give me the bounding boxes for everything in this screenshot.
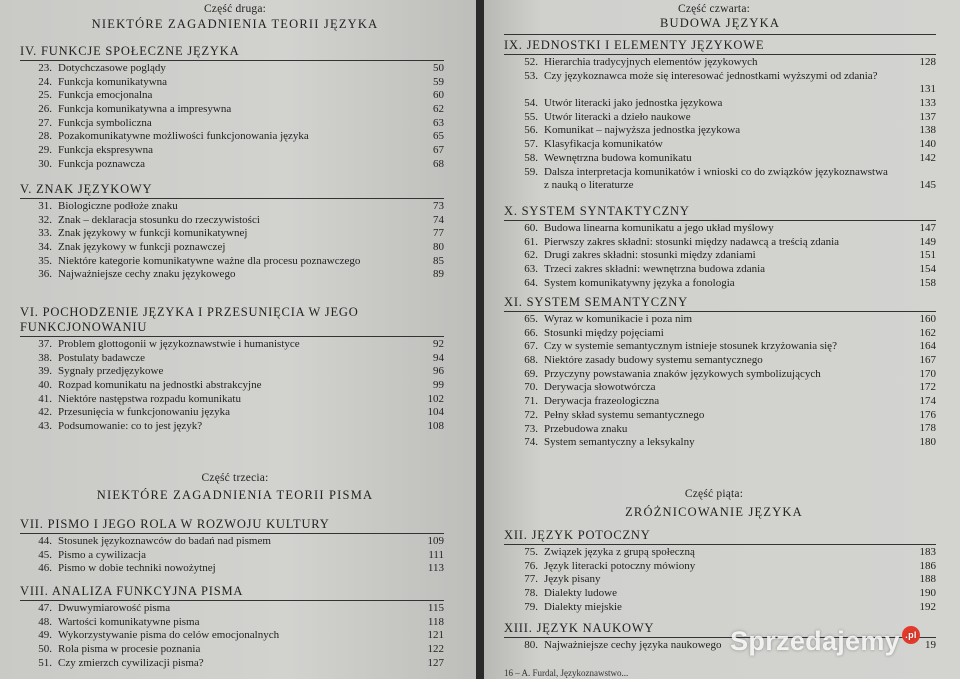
toc-entry [514,340,936,354]
toc-entry-number: 41. [38,392,52,405]
toc-entry-number: 59. [524,165,538,178]
toc-entry-title: Funkcja komunikatywna [58,75,168,88]
toc-entry-title: Czy w systemie semantycznym istnieje stosunek krzyżowania się? [544,340,837,353]
toc-entry-number: 36. [38,268,52,281]
toc-entry [514,313,936,327]
toc-entry-number: 77. [524,573,538,586]
section-title: VI. POCHODZENIE JĘZYKA I PRZESUNIĘCIA W JEGO FUNKCJONOWANIU [20,305,359,334]
toc-entry-title: Czy zmierzch cywilizacji pisma? [58,656,204,669]
toc-entry-title: Funkcja komunikatywna a impresywna [58,103,232,116]
toc-entry-page: 77 [433,227,444,240]
toc-entry-title: Podsumowanie: co to jest język? [58,420,203,433]
toc-entry-number: 51. [38,656,52,669]
toc-entry-title: Przesunięcia w funkcjonowaniu języka [58,406,230,419]
toc-entry-page: 122 [427,643,444,656]
toc-entry [28,103,444,117]
section-chapter-v [20,182,444,282]
toc-entry [28,616,444,630]
toc-entry-number: 49. [38,629,52,642]
toc-entry-page: 131 [919,83,936,96]
section-title: XII. JĘZYK POTOCZNY [504,528,651,542]
part-title: BUDOWA JĘZYKA [504,16,936,35]
right-page [484,0,960,679]
toc-entry-page: 149 [919,235,936,248]
toc-entry-page: 164 [919,340,936,353]
toc-entry-number: 55. [524,110,538,123]
toc-entry-page: 67 [433,144,444,157]
toc-entry [514,111,936,125]
toc-entry-page: 190 [919,587,936,600]
toc-entry-number: 76. [524,559,538,572]
toc-entry-page: 94 [433,351,444,364]
toc-entry-title: Pozakomunikatywne możliwości funkcjonowania języka [58,130,309,143]
section-chapter-iv [20,44,444,172]
toc-entry-page: 60 [433,89,444,102]
toc-entry [28,158,444,172]
toc-entry-page: 174 [919,395,936,408]
toc-entry [28,365,444,379]
toc-entry-number: 52. [524,56,538,68]
toc-entry-number: 31. [38,200,52,212]
section-rule [20,60,444,61]
toc-entry-number: 46. [38,562,52,575]
part-heading: Część piąta: [684,488,744,500]
toc-entry [28,130,444,144]
toc-entry-number: 25. [38,89,52,102]
toc-entry-number: 39. [38,365,52,378]
toc-entry-page: 186 [919,559,936,572]
toc-entry-number: 30. [38,157,52,170]
toc-entry [514,222,936,236]
toc-entry-number: 73. [524,422,538,435]
toc-entry-title: Funkcja ekspresywna [58,144,154,157]
toc-entry-page: 142 [919,151,936,164]
toc-entry [514,354,936,368]
toc-entry-page: 74 [433,213,444,226]
toc-entry-title: Trzeci zakres składni: wewnętrzna budowa zdania [544,263,766,276]
toc-entry-title: Przyczyny powstawania znaków językowych symbolizujących [544,367,821,380]
toc-entry-title: Drugi zakres składni: stosunki między zdaniami [544,249,756,262]
toc-entry-number: 32. [38,213,52,226]
toc-entry-title: Utwór literacki jako jednostka językowa [544,97,723,110]
toc-entry-page: 145 [919,179,936,192]
toc-entry-number: 53. [524,69,538,82]
toc-entry [514,423,936,437]
toc-entry [514,70,936,97]
toc-entry-title: Derywacja słowotwórcza [544,381,656,394]
toc-entry-number: 80. [524,639,538,651]
toc-entry-title: Dotychczasowe poglądy [58,62,166,74]
toc-entry-number: 65. [524,313,538,325]
toc-entry-title: Sygnały przedjęzykowe [58,365,164,378]
toc-entry-page: 99 [433,379,444,392]
toc-entry-page: 108 [427,420,444,433]
toc-entry [28,144,444,158]
toc-entry [28,643,444,657]
toc-entry [514,97,936,111]
toc-entry-title: Rozpad komunikatu na jednostki abstrakcyjne [58,379,262,392]
toc-entry-title: Wyraz w komunikacie i poza nim [544,313,693,325]
toc-entry-number: 42. [38,406,52,419]
toc-entry-page: 113 [427,562,444,575]
section-rule [20,600,444,601]
toc-entry [28,214,444,228]
toc-entry-page: 140 [919,138,936,151]
toc-entry-page: 80 [433,241,444,254]
toc-entry [514,601,936,615]
toc-entry [514,436,936,450]
toc-entry [514,560,936,574]
toc-entry [28,379,444,393]
toc-entry-page: 102 [427,392,444,405]
toc-entry-title: Pismo w dobie techniki nowożytnej [58,562,216,575]
section-chapter-viii [20,584,444,670]
toc-entry-number: 33. [38,227,52,240]
toc-entry [28,76,444,90]
watermark-badge: .pl [902,626,920,644]
toc-entry [514,327,936,341]
toc-entry [28,549,444,563]
toc-entry-number: 45. [38,548,52,561]
toc-entry [28,420,444,434]
toc-entry-page: 178 [919,422,936,435]
toc-entry [514,124,936,138]
section-title: IX. JEDNOSTKI I ELEMENTY JĘZYKOWE [504,38,765,52]
toc-entry-number: 44. [38,535,52,547]
toc-entry-number: 71. [524,395,538,408]
toc-entry-title: Pełny skład systemu semantycznego [544,408,705,421]
toc-entry-title: Funkcja emocjonalna [58,89,153,102]
toc-entry-number: 60. [524,222,538,234]
toc-entry-title: Wewnętrzna budowa komunikatu [544,151,692,164]
toc-entry-title: Znak – deklaracja stosunku do rzeczywistości [58,213,260,226]
toc-entry [514,546,936,560]
section-title: XI. SYSTEM SEMANTYCZNY [504,295,688,309]
toc-entry-page: 62 [433,103,444,116]
left-page [0,0,478,679]
toc-entry-page: 111 [428,548,444,561]
toc-entry [28,602,444,616]
toc-entry-page: 73 [433,199,444,212]
toc-entry-page: 68 [433,157,444,170]
toc-entry-title: Wartości komunikatywne pisma [58,615,200,628]
toc-entry-title: Utwór literacki a dzieło naukowe [544,110,691,123]
part-title: ZRÓŻNICOWANIE JĘZYKA [625,505,803,519]
toc-entry-title: Niektóre kategorie komunikatywne ważne dla procesu poznawczego [58,254,361,267]
page-footer-note: 16 – A. Furdal, Językoznawstwo... [504,668,629,678]
toc-entry-title: System komunikatywny języka a fonologia [544,276,735,289]
watermark-text: Sprzedajemy [730,626,900,656]
toc-entry-number: 28. [38,130,52,143]
toc-entry-page: 176 [919,408,936,421]
toc-entry-title: Czy językoznawca może się interesować jednostkami wyższymi od zdania? [544,69,878,82]
toc-entry-number: 29. [38,144,52,157]
toc-entry-number: 26. [38,103,52,116]
toc-entry [28,255,444,269]
toc-entry-page: 180 [919,436,936,449]
toc-entry-number: 35. [38,254,52,267]
toc-entry-title: Postulaty badawcze [58,351,146,364]
toc-entry-title: Najważniejsze cechy języka naukowego [544,639,722,651]
toc-entry-number: 64. [524,276,538,289]
toc-entry [28,241,444,255]
toc-entry [28,562,444,576]
section-rule [504,54,936,55]
toc-entry [514,236,936,250]
toc-entry-page: 19 [925,638,936,651]
toc-entry-title: Funkcja poznawcza [58,157,146,170]
toc-entry-title: Hierarchia tradycyjnych elementów językowych [544,56,758,68]
toc-entry [514,249,936,263]
toc-entry-page: 118 [427,615,444,628]
part-heading: Część trzecia: [201,472,269,484]
toc-entry [514,573,936,587]
toc-entry-number: 38. [38,351,52,364]
toc-entry-page: 127 [427,656,444,669]
toc-entry [28,535,444,549]
toc-entry-page: 104 [427,406,444,419]
toc-entry-page: 89 [433,268,444,281]
section-title: XIII. JĘZYK NAUKOWY [504,621,655,635]
toc-entry-page: 162 [919,326,936,339]
toc-entry-number: 72. [524,408,538,421]
toc-entry-number: 68. [524,354,538,367]
toc-entry [28,117,444,131]
toc-entry-title: Dwuwymiarowość pisma [58,602,171,614]
toc-entry-page: 170 [919,367,936,380]
toc-entry-title: Dialekty ludowe [544,587,618,600]
toc-entry-page: 147 [919,221,936,234]
toc-entry-title: Znak językowy w funkcji komunikatywnej [58,227,248,240]
toc-entry-page: 188 [919,573,936,586]
toc-entry-number: 58. [524,151,538,164]
toc-entry-page: 167 [919,354,936,367]
toc-entry [514,587,936,601]
toc-entry-number: 48. [38,615,52,628]
toc-entry-title: Klasyfikacja komunikatów [544,138,663,151]
toc-entry-number: 56. [524,124,538,137]
section-chapter-xii [504,528,936,614]
toc-entry-page: 151 [919,249,936,262]
toc-entry [514,395,936,409]
toc-entry-page: 63 [433,116,444,129]
section-chapter-xi [504,295,936,450]
toc-entry-number: 75. [524,546,538,558]
toc-entry-number: 78. [524,587,538,600]
toc-entry-number: 57. [524,138,538,151]
toc-entry-page: 160 [919,312,936,325]
toc-entry-title: Pierwszy zakres składni: stosunki między nadawcą a treścią zdania [544,235,840,248]
toc-entry-title: Niektóre następstwa rozpadu komunikatu [58,392,241,405]
toc-entry-number: 50. [38,643,52,656]
toc-entry-title: Stosunki między pojęciami [544,326,664,339]
toc-entry-number: 47. [38,602,52,614]
toc-entry-title: Stosunek językoznawców do badań nad pismem [58,535,271,547]
toc-entry [514,56,936,70]
section-title: VII. PISMO I JEGO ROLA W ROZWOJU KULTURY [20,517,330,531]
toc-entry [514,166,936,193]
toc-entry [28,89,444,103]
section-chapter-vii [20,517,444,576]
toc-entry-page: 192 [919,600,936,613]
toc-entry-page: 96 [433,365,444,378]
toc-entry-page: 50 [433,61,444,74]
toc-entry-number: 24. [38,75,52,88]
part-heading: Część czwarta: [677,3,751,15]
toc-entry [514,381,936,395]
section-chapter-vi [20,305,444,434]
toc-entry [28,393,444,407]
toc-entry [28,227,444,241]
toc-entry-number: 27. [38,116,52,129]
toc-entry-page: 158 [919,276,936,289]
toc-entry-title: Niektóre zasady budowy systemu semantycznego [544,354,763,367]
toc-entry-title: Przebudowa znaku [544,422,628,435]
toc-entry-title: Znak językowy w funkcji poznawczej [58,241,226,254]
toc-entry [514,263,936,277]
section-title: X. SYSTEM SYNTAKTYCZNY [504,204,690,218]
toc-entry-page: 65 [433,130,444,143]
toc-entry [28,268,444,282]
toc-entry [514,368,936,382]
toc-entry-page: 154 [919,263,936,276]
toc-entry-number: 34. [38,241,52,254]
toc-entry-number: 54. [524,97,538,110]
toc-entry [28,338,444,352]
part-title: NIEKTÓRE ZAGADNIENIA TEORII PISMA [96,488,374,502]
toc-entry-number: 69. [524,367,538,380]
toc-entry-number: 79. [524,600,538,613]
toc-entry-title: Związek języka z grupą społeczną [544,546,695,558]
toc-entry-number: 23. [38,62,52,74]
toc-entry-title: Budowa linearna komunikatu a jego układ myślowy [544,222,774,234]
section-rule [504,544,936,545]
toc-entry-page: 121 [427,629,444,642]
part-title: NIEKTÓRE ZAGADNIENIA TEORII JĘZYKA [91,17,379,31]
toc-entry [28,200,444,214]
toc-entry-page: 133 [919,97,936,110]
toc-entry-title: Język pisany [544,573,601,586]
toc-entry [28,657,444,671]
toc-entry [514,409,936,423]
toc-entry-title: Derywacja frazeologiczna [544,395,660,408]
site-watermark [730,626,920,657]
toc-entry-number: 74. [524,436,538,449]
toc-entry-title: Język literacki potoczny mówiony [544,559,696,572]
toc-entry-page: 128 [919,55,936,68]
section-rule [20,533,444,534]
toc-entry [28,352,444,366]
toc-entry [514,277,936,291]
section-rule [20,336,444,337]
section-title: V. ZNAK JĘZYKOWY [20,182,153,196]
toc-entry-title: Dialekty miejskie [544,600,622,613]
toc-entry-page: 183 [919,545,936,558]
toc-entry [514,138,936,152]
toc-entry-title: Rola pisma w procesie poznania [58,643,201,656]
section-title: IV. FUNKCJE SPOŁECZNE JĘZYKA [20,44,240,58]
section-chapter-x [504,204,936,290]
toc-entry-number: 62. [524,249,538,262]
toc-entry-page: 172 [919,381,936,394]
toc-entry-number: 66. [524,326,538,339]
toc-entry-title: Problem glottogonii w językoznawstwie i humanistyce [58,338,300,350]
toc-entry-page: 137 [919,110,936,123]
toc-entry-title: Komunikat – najwyższa jednostka językowa [544,124,741,137]
toc-entry-number: 37. [38,338,52,350]
toc-entry-page: 59 [433,75,444,88]
toc-entry [28,406,444,420]
toc-entry-number: 67. [524,340,538,353]
toc-entry [28,629,444,643]
toc-entry-number: 63. [524,263,538,276]
toc-entry-title: Pismo a cywilizacja [58,548,146,561]
toc-entry [514,152,936,166]
section-chapter-ix [504,38,936,193]
toc-entry-title: Wykorzystywanie pisma do celów emocjonalnych [58,629,280,642]
toc-entry-title: Najważniejsze cechy znaku językowego [58,268,236,281]
toc-entry-title: Biologiczne podłoże znaku [58,200,178,212]
toc-entry-number: 61. [524,235,538,248]
section-rule [504,220,936,221]
section-title: VIII. ANALIZA FUNKCYJNA PISMA [20,584,244,598]
toc-entry-title: Dalsza interpretacja komunikatów i wnioski co do związków językoznawstwa z nauką o literaturze [544,165,888,192]
toc-entry-number: 43. [38,420,52,433]
toc-entry [28,62,444,76]
toc-entry-page: 85 [433,254,444,267]
toc-entry-page: 109 [427,534,444,547]
toc-entry-page: 92 [433,337,444,350]
part-heading: Część druga: [203,3,267,15]
toc-entry-number: 40. [38,379,52,392]
section-rule [504,311,936,312]
toc-entry-title: System semantyczny a leksykalny [544,436,695,449]
section-rule [20,198,444,199]
toc-entry-number: 70. [524,381,538,394]
toc-entry-page: 115 [427,601,444,614]
toc-entry-title: Funkcja symboliczna [58,116,152,129]
toc-entry-page: 138 [919,124,936,137]
